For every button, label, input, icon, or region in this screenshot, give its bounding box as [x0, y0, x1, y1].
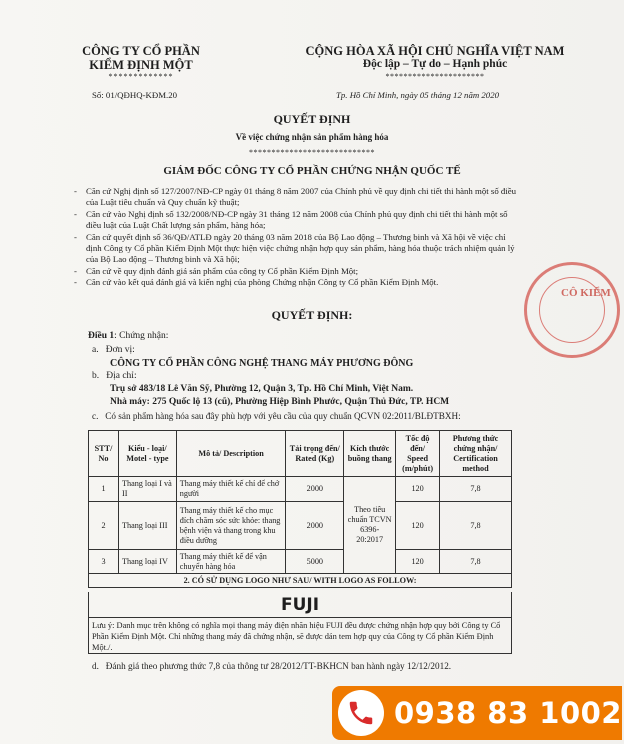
subject-stars: **************************** — [249, 148, 375, 157]
clause-d: d. Đánh giá theo phương thức 7,8 của thông tư 28/2012/TT-BKHCN ban hành ngày 12/12/2012. — [92, 661, 452, 671]
note-text: Lưu ý: Danh mục trên không có nghĩa mọi thang máy điện nhãn hiệu FUJI đều được chứng nhận hợp quy bởi Công ty Cổ Phần Kiểm Định Một. Chỉ những thang máy đã chứng nhận, sẽ được dán tem hợp quy của Công ty Cổ phần Kiểm Định Một./. — [88, 618, 512, 654]
table-row: 2 Thang loại III Thang máy thiết kế cho mục đích chăm sóc sức khỏe: thang bệnh viện và thang trong khu điều dưỡng 2000 120 7,8 — [89, 502, 512, 550]
table-row: 1 Thang loại I và II Thang máy thiết kế chỉ để chở người 2000 Theo tiêu chuẩn TCVN 6396-20:2017 120 7,8 — [89, 477, 512, 502]
phone-banner[interactable] — [332, 686, 622, 740]
header-speed: Tốc độ đến/ Speed (m/phút) — [396, 431, 440, 477]
brand-logo: FUJI — [88, 592, 512, 618]
certification-table — [88, 430, 512, 588]
company-stars: ************* — [108, 72, 174, 81]
article-1: Điều 1: Chứng nhận: — [88, 331, 169, 341]
address-factory: Nhà máy: 275 Quốc lộ 13 (cũ), Phường Hiệp Bình Phước, Quận Thủ Đức, TP. HCM — [110, 397, 450, 407]
company-name-line1: CÔNG TY CỔ PHẦN — [82, 44, 200, 58]
nation-motto: Độc lập – Tự do – Hạnh phúc — [362, 58, 508, 70]
phone-icon[interactable] — [338, 690, 384, 736]
header-desc: Mô tả/ Description — [176, 431, 286, 477]
clause-c: c. Có sản phẩm hàng hóa sau đây phù hợp với yêu cầu của quy chuẩn QCVN 02:2011/BLĐTBXH: — [92, 411, 461, 421]
unit-name: CÔNG TY CỔ PHẦN CÔNG NGHỆ THANG MÁY PHƯƠNG ĐÔNG — [110, 358, 414, 369]
header-type: Kiểu - loại/ Motel - type — [118, 431, 176, 477]
decision-subject: Về việc chứng nhận sản phẩm hàng hóa — [235, 132, 389, 142]
decision-title: QUYẾT ĐỊNH — [273, 112, 351, 126]
legal-basis-item: - Căn cứ quyết định số 36/QĐ/ATLĐ ngày 20 tháng 03 năm 2018 của Bộ Lao động – Thương binh và Xã hội về việc chỉ định Công ty Cổ phần Kiểm Định Một thực hiện việc chứng nhận hợp quy sản phẩm, hàng hóa thuộc trách nhiệm quản lý của Bộ Lao động – Thương binh và Xã hội; — [74, 231, 515, 265]
company-name-line2: KIỂM ĐỊNH MỘT — [89, 58, 193, 72]
legal-basis-item: - Căn cứ vào kết quả đánh giá và kiến nghị của phòng Chứng nhận Công ty Cổ phần Kiểm Định Một. — [74, 277, 439, 288]
seal-text: CÔ KIỂM — [561, 287, 611, 299]
nation-title: CỘNG HÒA XÃ HỘI CHỦ NGHĨA VIỆT NAM — [305, 44, 565, 58]
size-merged-cell: Theo tiêu chuẩn TCVN 6396-20:2017 — [344, 477, 396, 574]
header-size: Kích thước buồng thang — [344, 431, 396, 477]
company-seal — [524, 262, 620, 358]
address-label: b. Địa chỉ: — [92, 371, 137, 381]
motto-stars: ********************** — [385, 72, 485, 81]
logo-heading-row: 2. CÓ SỬ DỤNG LOGO NHƯ SAU/ WITH LOGO AS FOLLOW: — [89, 574, 512, 588]
phone-number[interactable]: 0938 83 1002 — [394, 696, 622, 730]
header-load: Tải trọng đến/ Rated (Kg) — [286, 431, 344, 477]
address-hq: Trụ sở 483/18 Lê Văn Sỹ, Phường 12, Quận 3, Tp. Hồ Chí Minh, Việt Nam. — [110, 384, 414, 394]
table-header-row — [89, 431, 512, 477]
table-row: 3 Thang loại IV Thang máy thiết kế để vận chuyển hàng hóa 5000 120 7,8 — [89, 550, 512, 574]
issuer-title: GIÁM ĐỐC CÔNG TY CỔ PHẦN CHỨNG NHẬN QUỐC TẾ — [163, 165, 461, 177]
place-date: Tp. Hồ Chí Minh, ngày 05 tháng 12 năm 2020 — [336, 90, 499, 100]
legal-basis-item: - Căn cứ về quy định đánh giá sản phẩm của công ty Cổ phần Kiểm Định Một; — [74, 265, 359, 276]
legal-basis-item: - Căn cứ vào Nghị định số 132/2008/NĐ-CP ngày 31 tháng 12 năm 2008 của Chính phủ quy định chi tiết thi hành một số điều luật của Luật Chất lượng sản phẩm, hàng hóa; — [74, 208, 508, 231]
legal-basis-list — [74, 186, 518, 289]
unit-label: a. Đơn vị: — [92, 345, 135, 355]
legal-basis-item: - Căn cứ Nghị định số 127/2007/NĐ-CP ngày 01 tháng 8 năm 2007 của Chính phủ về quy định chi tiết thi hành một số điều của Luật tiêu chuẩn và Quy chuẩn kỹ thuật; — [74, 186, 517, 208]
decision-heading: QUYẾT ĐỊNH: — [271, 308, 353, 322]
header-method: Phương thức chứng nhận/ Certification method — [440, 431, 512, 477]
document-number: Số: 01/QĐHQ-KĐM.20 — [92, 90, 178, 100]
header-stt: STT/ No — [89, 431, 119, 477]
